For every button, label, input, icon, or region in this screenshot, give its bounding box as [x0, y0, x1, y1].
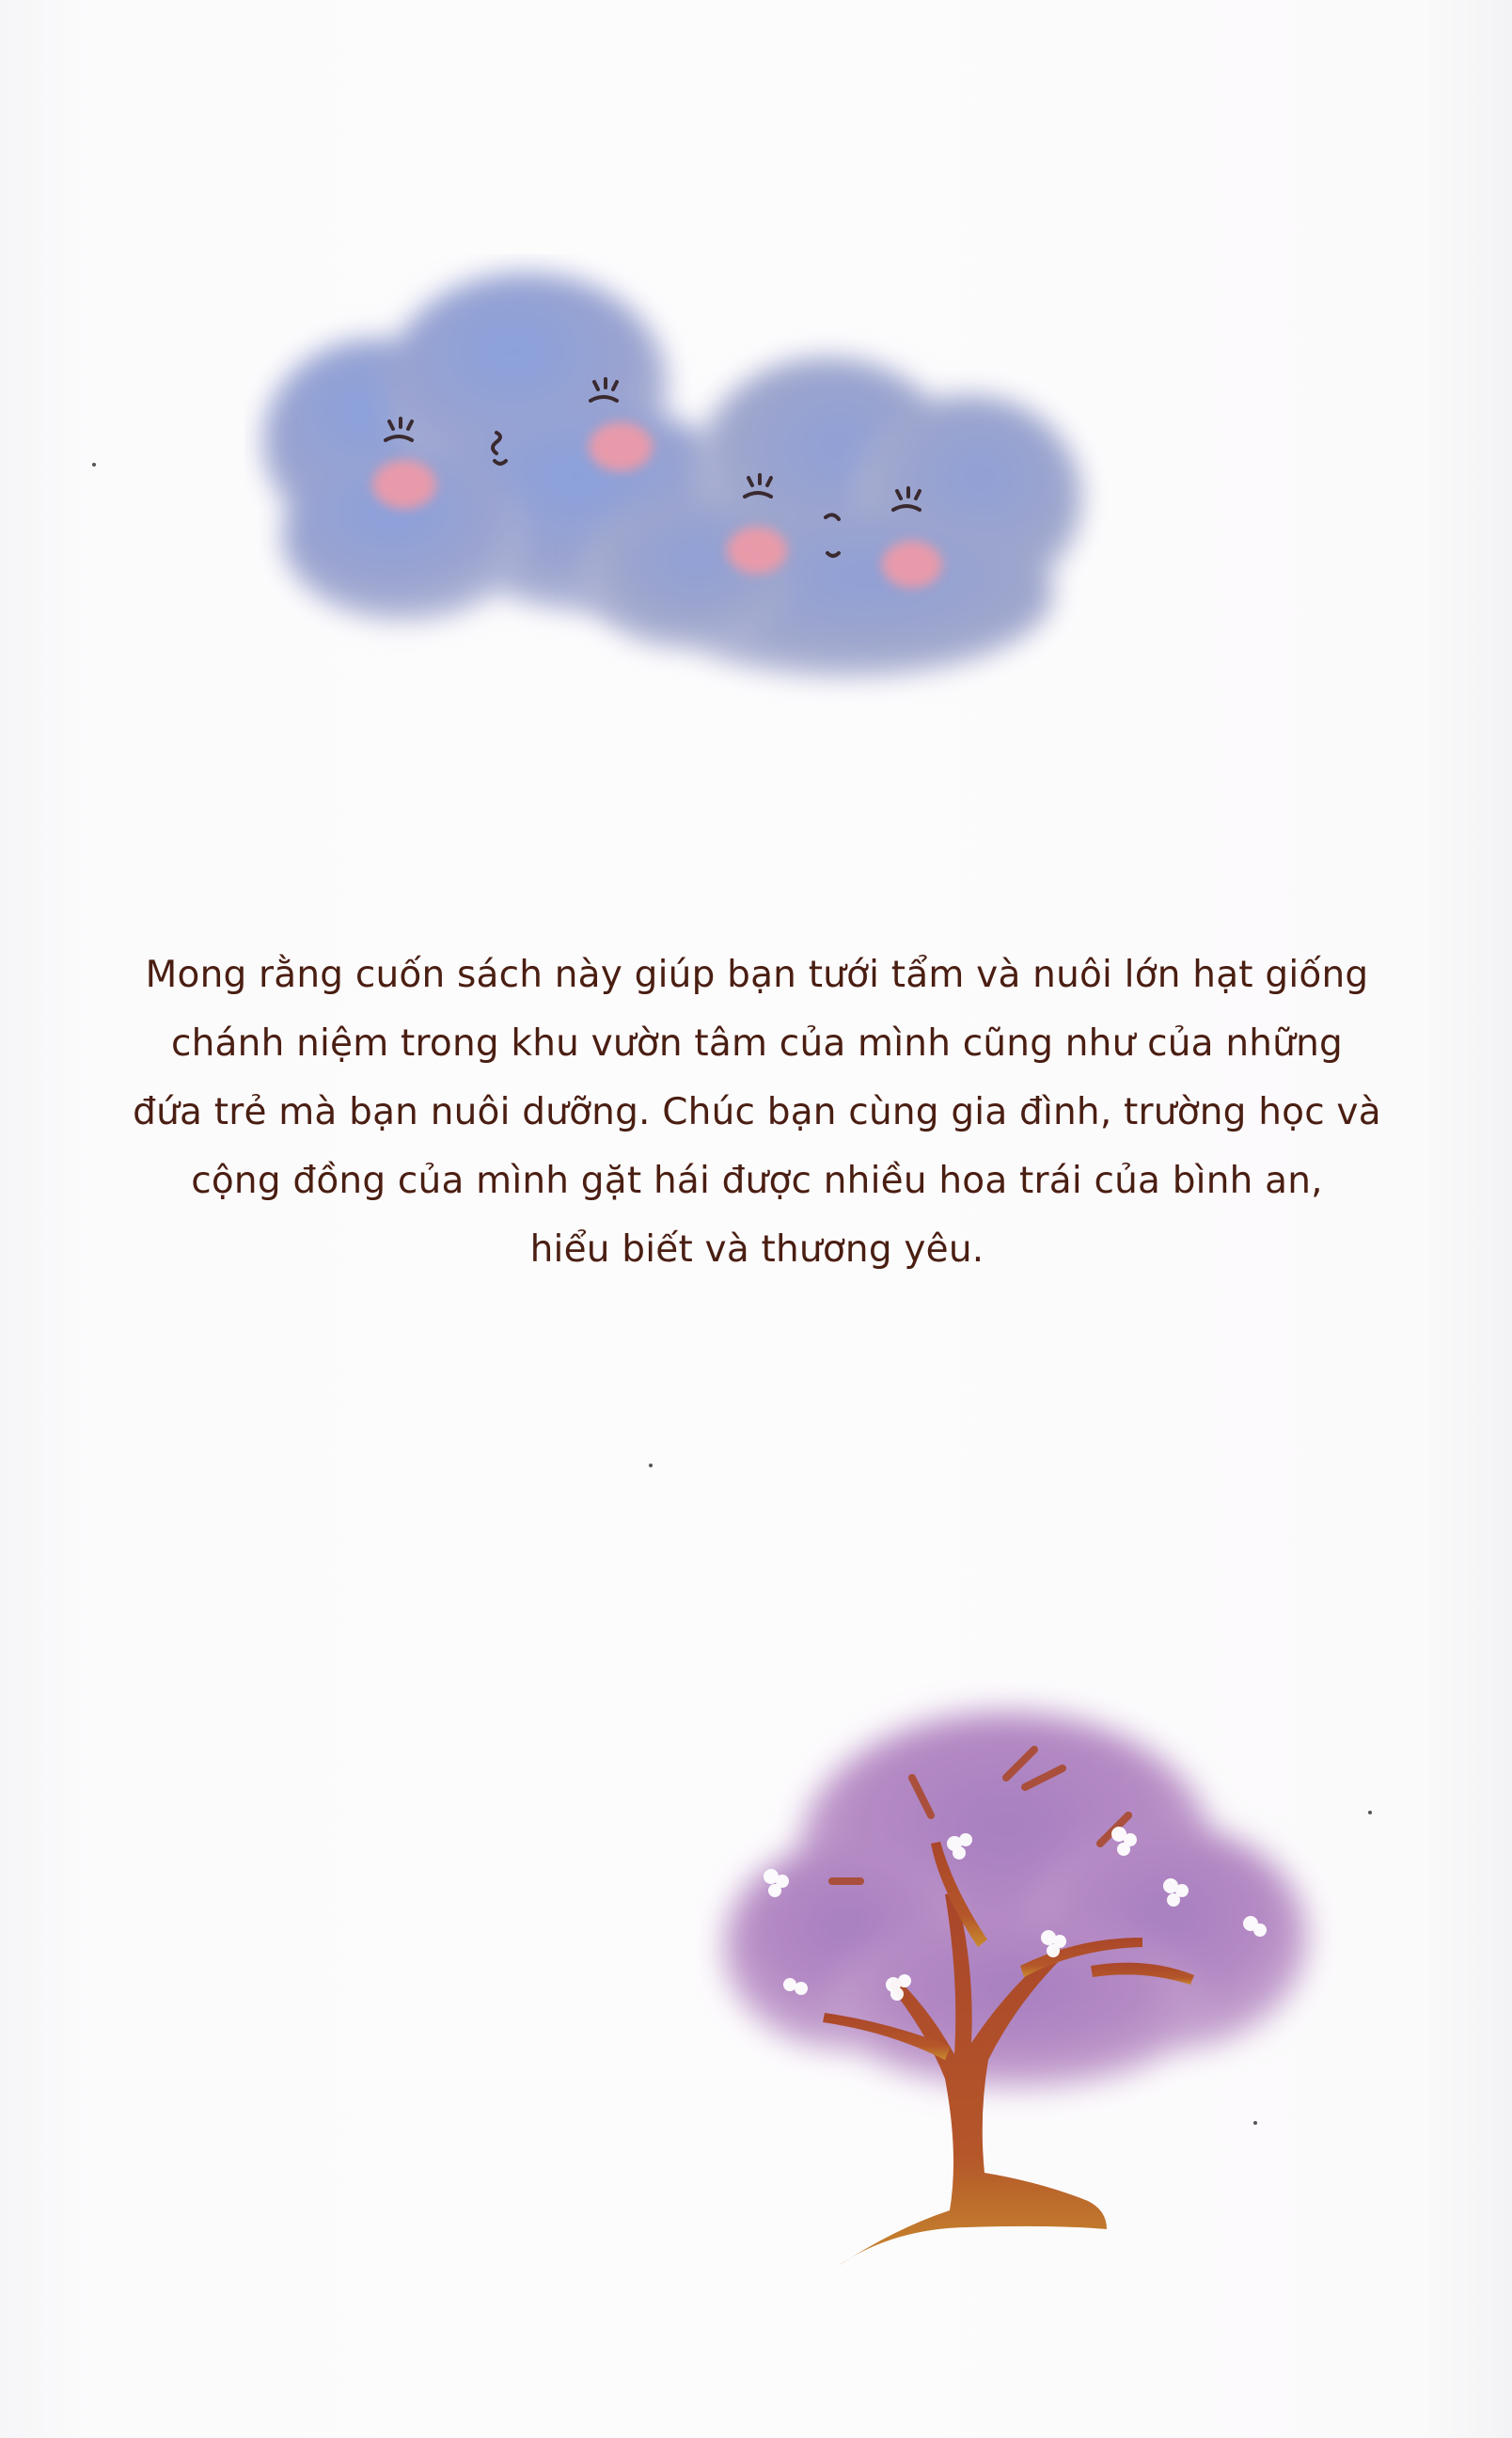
dedication-line-5: hiểu biết và thương yêu.	[529, 1228, 984, 1271]
dedication-line-3: đứa trẻ mà bạn nuôi dưỡng. Chúc bạn cùng gia đình, trường học và	[133, 1091, 1381, 1133]
paper-speck	[92, 463, 96, 467]
paper-speck	[1368, 1811, 1372, 1814]
paper-speck	[649, 1464, 653, 1467]
blossom-tree-illustration	[696, 1665, 1345, 2314]
dedication-line-4: cộng đồng của mình gặt hái được nhiều hoa trái của bình an,	[191, 1160, 1323, 1202]
dedication-line-1: Mong rằng cuốn sách này giúp bạn tưới tẩm và nuôi lớn hạt giống	[145, 954, 1369, 996]
paper-speck	[1253, 2121, 1257, 2125]
smiling-clouds-illustration	[244, 254, 1110, 705]
dedication-line-2: chánh niệm trong khu vườn tâm của mình cũng như của những	[171, 1022, 1343, 1065]
dedication-paragraph	[122, 941, 1392, 1284]
